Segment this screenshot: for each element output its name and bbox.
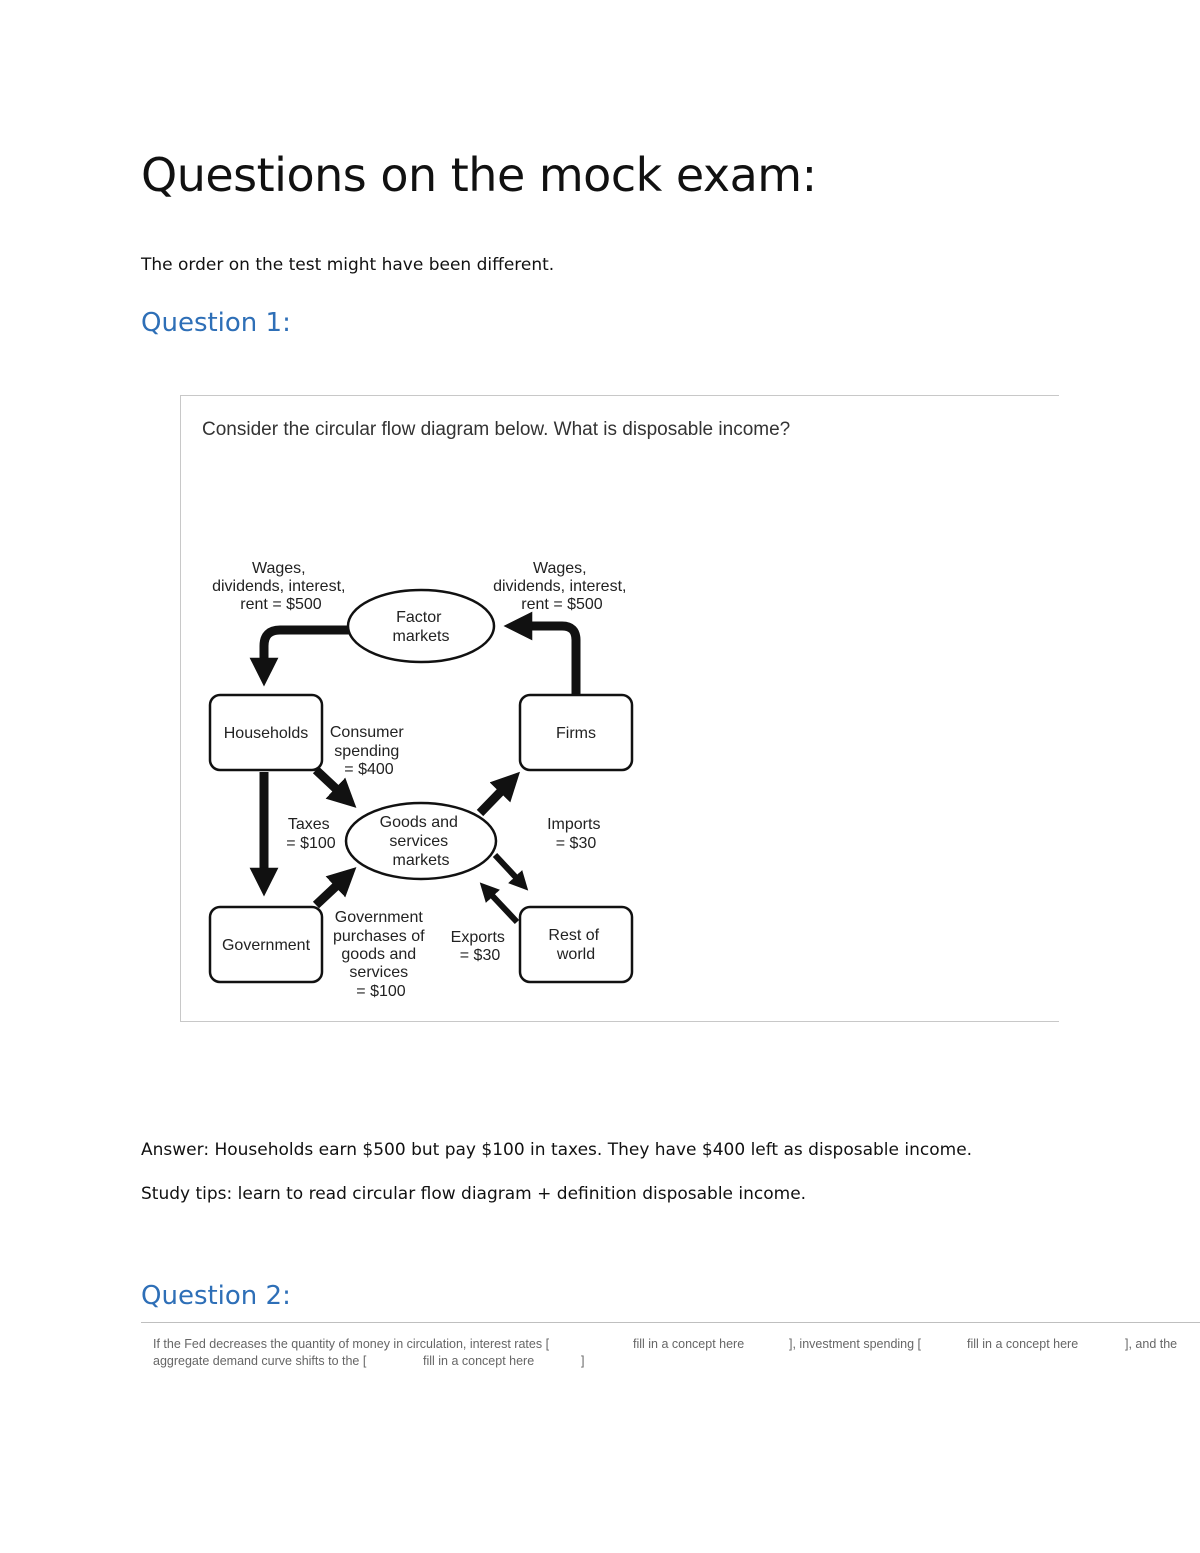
imports-label: Imports = $30 bbox=[547, 816, 601, 852]
factor-markets-node bbox=[348, 590, 494, 662]
consumer-spending-label: Consumer spending = $400 bbox=[329, 724, 404, 778]
arrow-goods-to-world bbox=[495, 855, 523, 885]
q2-blank-ad-shift[interactable]: fill in a concept here bbox=[423, 1354, 535, 1368]
factor-markets-label: Factor markets bbox=[392, 609, 450, 645]
q2-blank-interest-rates[interactable]: fill in a concept here bbox=[633, 1337, 745, 1351]
arrow-government-to-goods bbox=[316, 875, 348, 905]
arrow-firms-to-factor bbox=[515, 626, 576, 694]
rest-of-world-node bbox=[520, 907, 632, 982]
taxes-label: Taxes = $100 bbox=[286, 816, 336, 852]
question-1-prompt: Consider the circular flow diagram below. What is disposable income? bbox=[202, 419, 791, 440]
arrow-households-to-goods bbox=[316, 770, 348, 800]
firms-label: Firms bbox=[556, 725, 596, 742]
government-label: Government bbox=[221, 937, 311, 954]
households-label: Households bbox=[223, 725, 309, 742]
question-1-answer: Answer: Households earn $500 but pay $100 in taxes. They have $400 left as disposable income. bbox=[141, 1140, 973, 1160]
question-1-heading: Question 1: bbox=[141, 308, 291, 338]
q2-line2-part1: aggregate demand curve shifts to the [ bbox=[153, 1354, 367, 1368]
q2-line1-part2: ], investment spending [ bbox=[789, 1337, 922, 1351]
exports-label: Exports = $30 bbox=[450, 929, 505, 964]
page-subtitle: The order on the test might have been different. bbox=[141, 255, 555, 275]
question-2-divider bbox=[141, 1322, 1200, 1323]
arrow-world-to-goods bbox=[485, 888, 517, 922]
rest-of-world-label: Rest of world bbox=[548, 927, 600, 963]
q2-line1-part1: If the Fed decreases the quantity of money in circulation, interest rates [ bbox=[153, 1337, 550, 1351]
arrow-goods-to-firms bbox=[480, 780, 512, 813]
government-purchases-label: Government purchases of goods and services = $100 bbox=[332, 909, 425, 1000]
arrow-factor-to-households bbox=[264, 630, 350, 675]
goods-markets-label: Goods and services markets bbox=[379, 814, 458, 869]
page-title: Questions on the mock exam: bbox=[141, 148, 817, 202]
left-flow-label: Wages, dividends, interest, rent = $500 bbox=[212, 560, 346, 613]
question-2-heading: Question 2: bbox=[141, 1281, 291, 1311]
q2-line2-part2: ] bbox=[581, 1354, 585, 1368]
question-1-study-tips: Study tips: learn to read circular flow diagram + definition disposable income. bbox=[141, 1184, 807, 1204]
right-flow-label: Wages, dividends, interest, rent = $500 bbox=[493, 560, 627, 613]
q2-blank-investment-spending[interactable]: fill in a concept here bbox=[967, 1337, 1079, 1351]
q2-line1-part3: ], and the bbox=[1125, 1337, 1178, 1351]
